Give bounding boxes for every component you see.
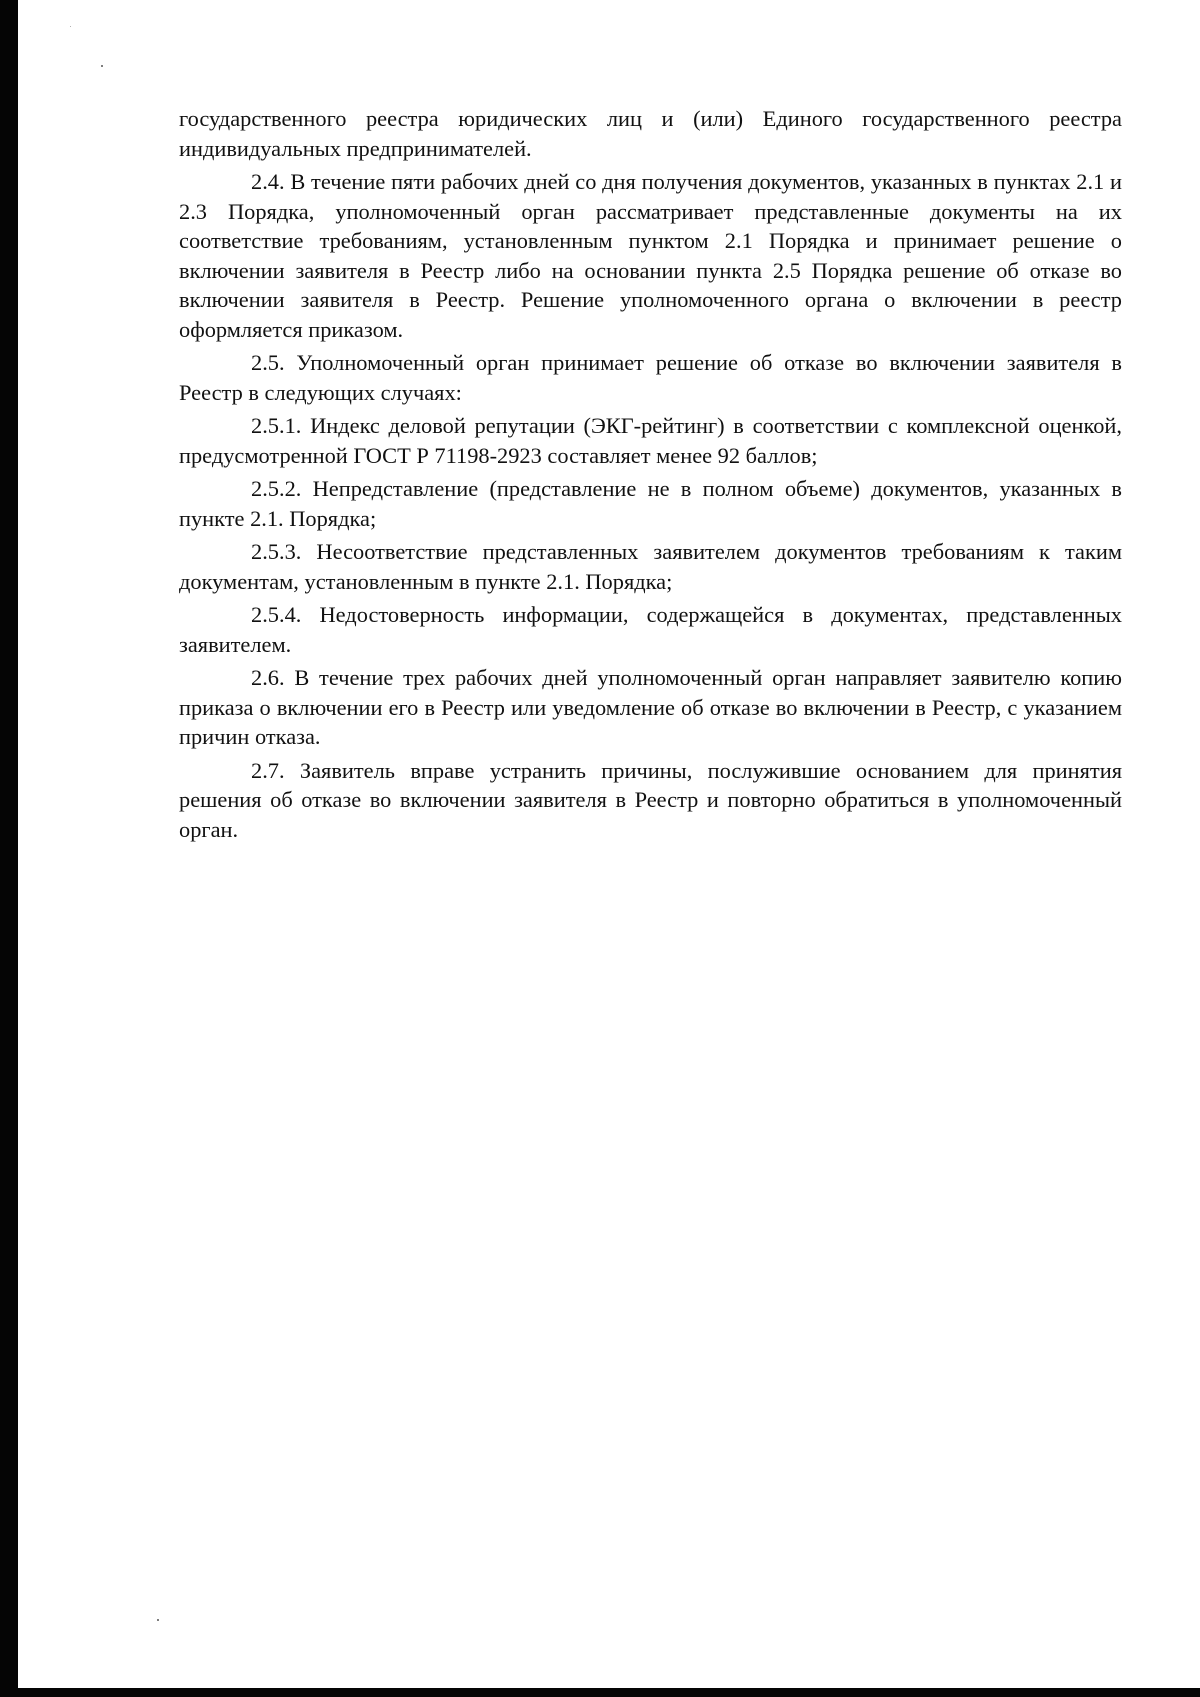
- paragraph-2-7: 2.7. Заявитель вправе устранить причины, послужившие основанием для принятия решения об отказе во включении заявителя в Реестр и повторно обратиться в уполномоченный орган.: [179, 757, 1122, 842]
- paragraph-2-5-2: 2.5.2. Непредставление (представление не в полном объеме) документов, указанных в пункте 2.1. Порядка;: [179, 476, 1122, 531]
- paragraph-2-5: 2.5. Уполномоченный орган принимает решение об отказе во включении заявителя в Реестр в следующих случаях:: [179, 350, 1122, 405]
- paragraph-2-5-1: 2.5.1. Индекс деловой репутации (ЭКГ-рейтинг) в соответствии с комплексной оценкой, предусмотренной ГОСТ Р 71198-2923 составляет менее 92 баллов;: [179, 413, 1122, 468]
- paragraph-2-5-3: 2.5.3. Несоответствие представленных заявителем документов требованиям к таким документам, установленным в пункте 2.1. Порядка;: [179, 539, 1122, 594]
- paragraph-2-6: 2.6. В течение трех рабочих дней уполномоченный орган направляет заявителю копию приказа о включении его в Реестр или уведомление об отказе во включении в Реестр, с указанием причин отказа.: [179, 665, 1122, 749]
- scan-bottom-border: [0, 1688, 1200, 1697]
- document-body: [179, 104, 1122, 848]
- paragraph-2-4: 2.4. В течение пяти рабочих дней со дня получения документов, указанных в пунктах 2.1 и 2.3 Порядка, уполномоченный орган рассматривает представленные документы на их соответствие требованиям, установленным пунктом 2.1 Порядка и принимает решение о включении заявителя в Реестр либо на основании пункта 2.5 Порядка решение об отказе во включении заявителя в Реестр. Решение уполномоченного органа о включении в реестр оформляется приказом.: [179, 169, 1122, 342]
- scan-left-border: [0, 0, 18, 1697]
- paragraph-2-5-4: 2.5.4. Недостоверность информации, содержащейся в документах, представленных заявителем.: [179, 602, 1122, 657]
- scan-speck: [157, 1619, 159, 1621]
- scan-speck: [101, 65, 103, 67]
- paragraph-continuation: государственного реестра юридических лиц и (или) Единого государственного реестра индивидуальных предпринимателей.: [179, 106, 1122, 161]
- scan-speck: [70, 26, 71, 27]
